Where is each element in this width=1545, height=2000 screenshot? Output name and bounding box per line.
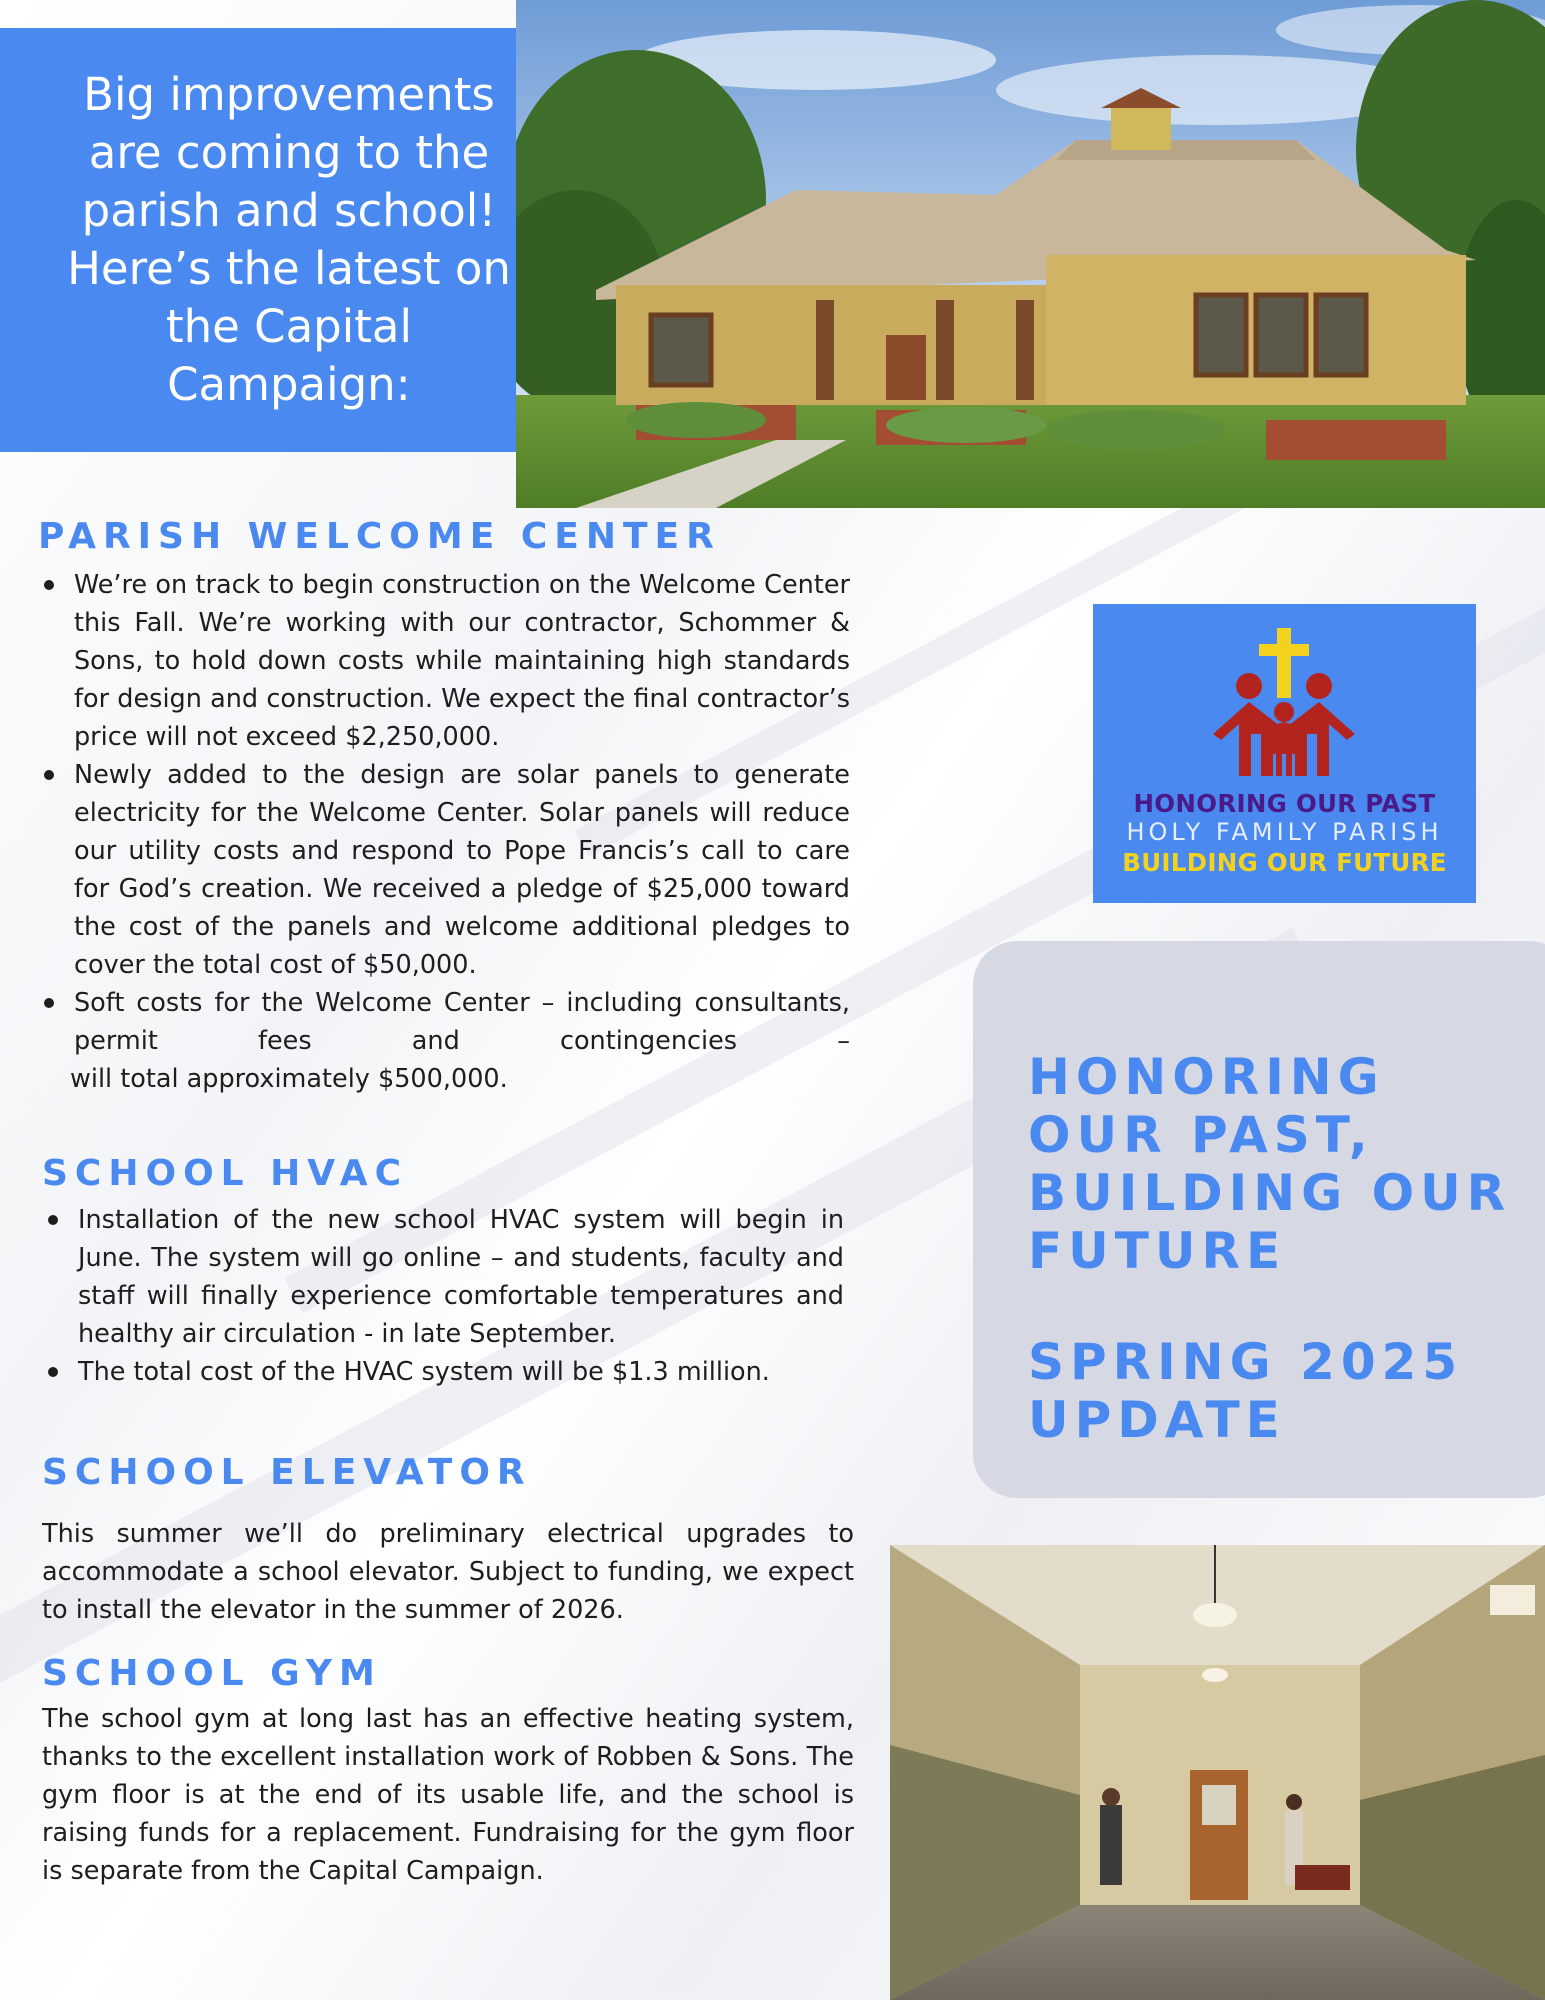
bullet-icon xyxy=(44,998,54,1008)
list-item: Soft costs for the Welcome Center – including consultants, permit fees and contingencies – xyxy=(40,984,850,1060)
bullet-icon xyxy=(48,1367,58,1377)
school-hallway-rendering xyxy=(890,1545,1545,2000)
logo-line-parish: HOLY FAMILY PARISH xyxy=(1126,818,1443,846)
elevator-paragraph: This summer we’ll do preliminary electrical upgrades to accommodate a school elevator. Subject to funding, we expect to install the elevator in the summer of 2026. xyxy=(42,1519,854,1625)
gym-paragraph: The school gym at long last has an effective heating system, thanks to the excellent installation work of Robben & Sons. The gym floor is at the end of its usable life, and the school is raising funds for a replacement. Fundraising for the gym floor is separate from the Capital Campaign. xyxy=(42,1704,854,1886)
panel-update-label: SPRING 2025 UPDATE xyxy=(1028,1333,1464,1449)
hero-headline: Big improvements are coming to the parish and school! Here’s the latest on the Capital Campaign: xyxy=(67,68,511,411)
logo-line-building: BUILDING OUR FUTURE xyxy=(1122,848,1447,877)
bullet-icon xyxy=(44,580,54,590)
list-item: Installation of the new school HVAC system will begin in June. The system will go online – and students, faculty and staff will finally experience comfortable temperatures and healthy air circulation - in late September. xyxy=(44,1201,844,1353)
list-continuation: will total approximately $500,000. xyxy=(70,1064,508,1094)
panel-title: HONORING OUR PAST, BUILDING OUR FUTURE xyxy=(1028,1048,1512,1280)
bullet-icon xyxy=(44,770,54,780)
welcome-center-rendering xyxy=(516,0,1545,508)
section-heading-welcome-center: PARISH WELCOME CENTER xyxy=(38,516,721,557)
hero-callout xyxy=(0,28,578,452)
welcome-center-bullets xyxy=(40,566,850,1098)
list-item: Newly added to the design are solar panels to generate electricity for the Welcome Center. Solar panels will reduce our utility costs and respond to Pope Francis’s call to care for God’s creation. We received a pledge of $25,000 toward the cost of the panels and welcome additional pledges to cover the total cost of $50,000. xyxy=(40,756,850,984)
bullet-icon xyxy=(48,1215,58,1225)
list-item: The total cost of the HVAC system will be $1.3 million. xyxy=(44,1353,844,1391)
section-heading-hvac: SCHOOL HVAC xyxy=(42,1153,408,1194)
campaign-logo xyxy=(1093,604,1476,903)
section-heading-elevator: SCHOOL ELEVATOR xyxy=(42,1452,532,1493)
logo-line-honoring: HONORING OUR PAST xyxy=(1133,789,1436,818)
holy-family-icon xyxy=(1093,604,1476,784)
list-item: We’re on track to begin construction on the Welcome Center this Fall. We’re working with our contractor, Schommer & Sons, to hold down costs while maintaining high standards for design and construction. We expect the final contractor’s price will not exceed $2,250,000. xyxy=(40,566,850,756)
section-heading-gym: SCHOOL GYM xyxy=(42,1653,382,1694)
hvac-bullets xyxy=(44,1201,844,1391)
